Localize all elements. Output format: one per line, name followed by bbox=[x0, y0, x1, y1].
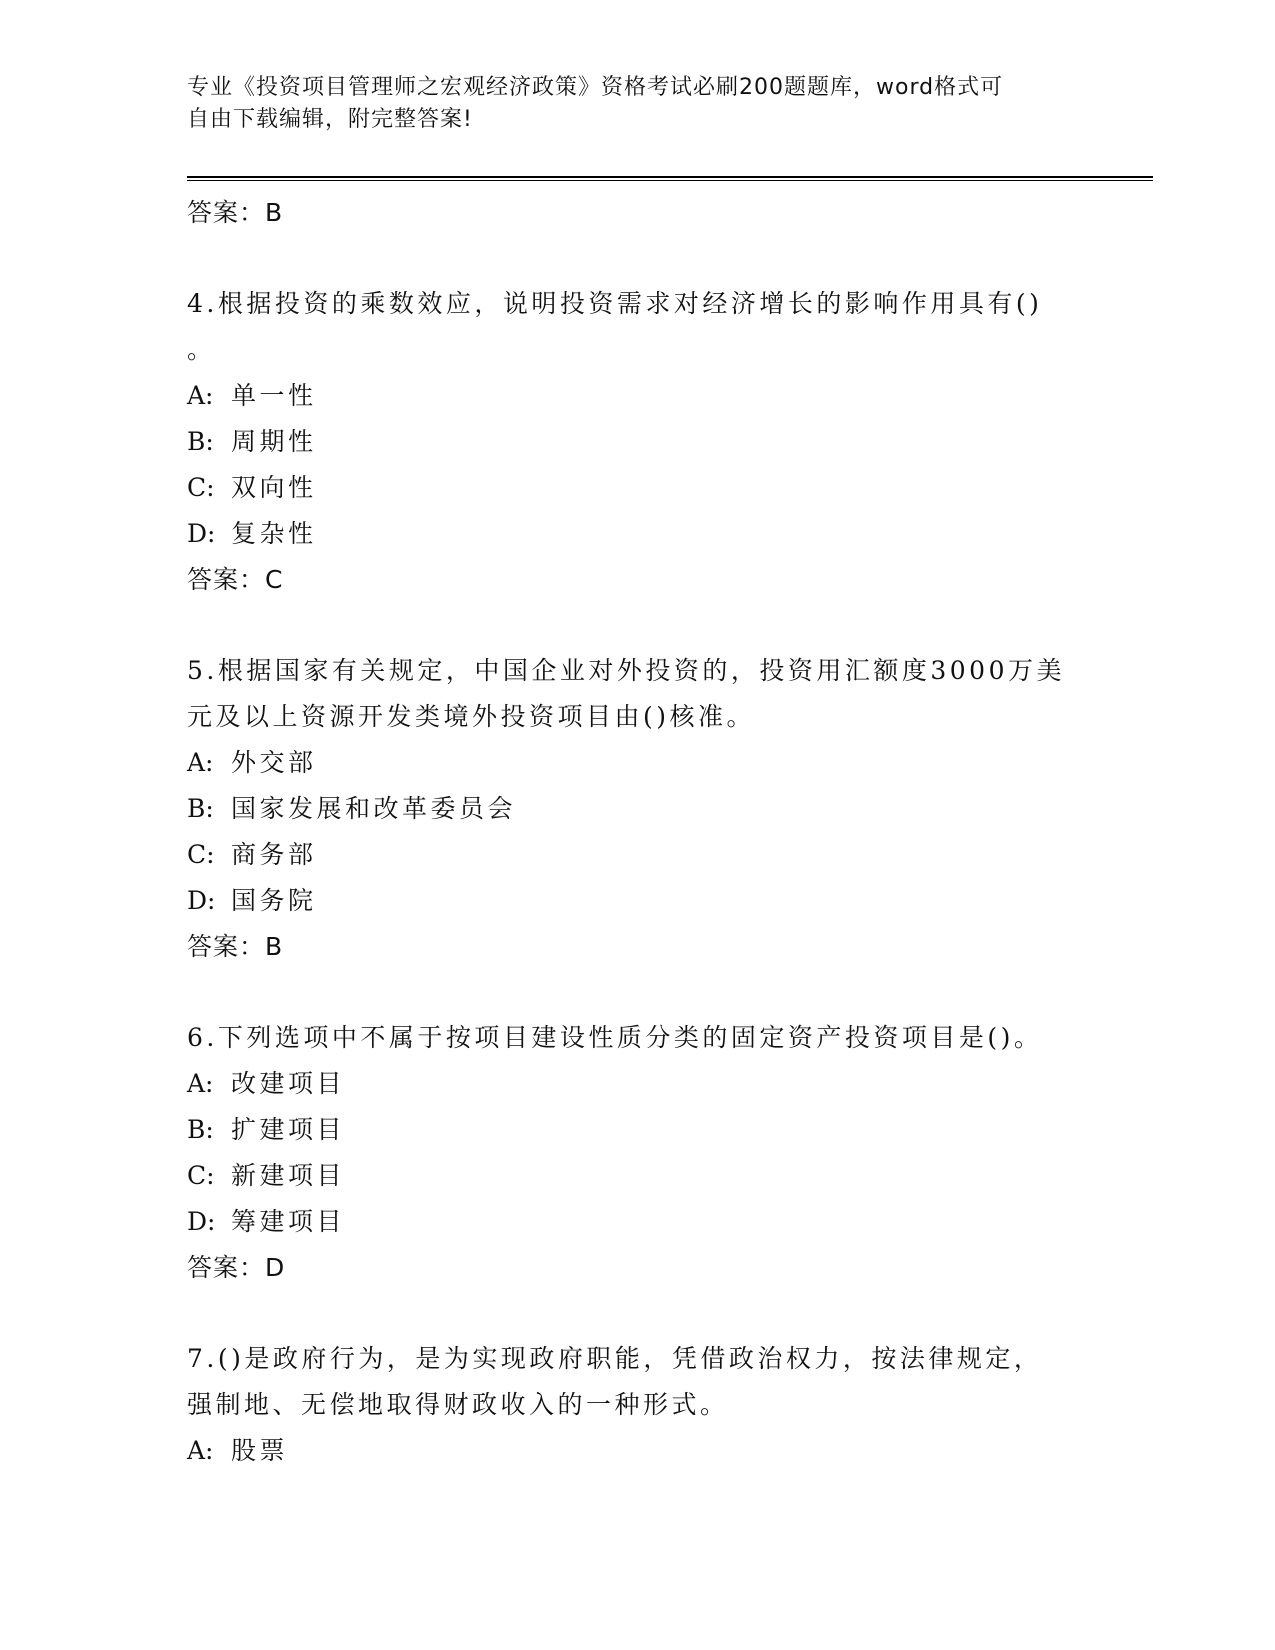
question-5-option-d bbox=[187, 878, 1087, 924]
option-key: D: bbox=[187, 519, 216, 548]
header-title-line-1: 专业《投资项目管理师之宏观经济政策》资格考试必刷200题题库，word格式可 bbox=[187, 75, 1004, 100]
question-4 bbox=[187, 281, 1087, 603]
question-6-option-b bbox=[187, 1107, 1087, 1153]
spacer bbox=[187, 603, 1087, 648]
option-key: C: bbox=[187, 1161, 215, 1190]
option-text: 股票 bbox=[231, 1436, 289, 1465]
page-header bbox=[187, 72, 1087, 136]
option-text: 新建项目 bbox=[231, 1161, 346, 1190]
question-7-text-line-2: 强制地、无偿地取得财政收入的一种形式。 bbox=[187, 1390, 729, 1419]
option-key: A: bbox=[187, 1436, 214, 1465]
option-text: 筹建项目 bbox=[231, 1207, 346, 1236]
question-5-text-line-1: 5.根据国家有关规定，中国企业对外投资的，投资用汇额度3000万美 bbox=[187, 656, 1065, 685]
question-5-option-a bbox=[187, 740, 1087, 786]
option-text: 双向性 bbox=[231, 473, 317, 502]
question-6-option-a bbox=[187, 1061, 1087, 1107]
question-5 bbox=[187, 648, 1087, 970]
question-6-text-line-1: 6.下列选项中不属于按项目建设性质分类的固定资产投资项目是()。 bbox=[187, 1023, 1043, 1052]
spacer bbox=[187, 1291, 1087, 1336]
question-4-text-line-2: 。 bbox=[187, 335, 216, 364]
header-title-line-2: 自由下载编辑，附完整答案! bbox=[187, 107, 473, 132]
option-key: D: bbox=[187, 1207, 216, 1236]
question-5-text-line-2: 元及以上资源开发类境外投资项目由()核准。 bbox=[187, 702, 756, 731]
spacer bbox=[187, 970, 1087, 1015]
question-6 bbox=[187, 1015, 1087, 1291]
question-7 bbox=[187, 1336, 1087, 1474]
question-7-text-line-1: 7.()是政府行为，是为实现政府职能，凭借政治权力，按法律规定， bbox=[187, 1344, 1043, 1373]
option-text: 国家发展和改革委员会 bbox=[231, 794, 517, 823]
question-4-text-line-1: 4.根据投资的乘数效应，说明投资需求对经济增长的影响作用具有() bbox=[187, 289, 1043, 318]
question-7-option-a bbox=[187, 1428, 1087, 1474]
option-text: 扩建项目 bbox=[231, 1115, 346, 1144]
spacer bbox=[187, 236, 1087, 281]
question-4-option-b bbox=[187, 419, 1087, 465]
answer-q4: 答案：C bbox=[187, 565, 284, 594]
option-key: C: bbox=[187, 840, 215, 869]
option-key: A: bbox=[187, 1069, 214, 1098]
question-6-option-d bbox=[187, 1199, 1087, 1245]
question-list bbox=[187, 190, 1087, 1474]
option-key: B: bbox=[187, 427, 214, 456]
answer-q6: 答案：D bbox=[187, 1253, 286, 1282]
question-5-option-c bbox=[187, 832, 1087, 878]
option-key: A: bbox=[187, 381, 214, 410]
question-4-option-d bbox=[187, 511, 1087, 557]
option-key: B: bbox=[187, 794, 214, 823]
question-4-option-c bbox=[187, 465, 1087, 511]
question-4-option-a bbox=[187, 373, 1087, 419]
option-key: B: bbox=[187, 1115, 214, 1144]
question-5-option-b bbox=[187, 786, 1087, 832]
option-text: 改建项目 bbox=[231, 1069, 346, 1098]
option-key: A: bbox=[187, 748, 214, 777]
option-text: 周期性 bbox=[231, 427, 317, 456]
option-text: 单一性 bbox=[231, 381, 317, 410]
option-key: C: bbox=[187, 473, 215, 502]
answer-q5: 答案：B bbox=[187, 932, 284, 961]
answer-q3: 答案：B bbox=[187, 198, 284, 227]
option-text: 商务部 bbox=[231, 840, 317, 869]
question-6-option-c bbox=[187, 1153, 1087, 1199]
option-text: 国务院 bbox=[231, 886, 317, 915]
option-text: 复杂性 bbox=[231, 519, 317, 548]
header-divider bbox=[187, 176, 1153, 181]
option-key: D: bbox=[187, 886, 216, 915]
option-text: 外交部 bbox=[231, 748, 317, 777]
